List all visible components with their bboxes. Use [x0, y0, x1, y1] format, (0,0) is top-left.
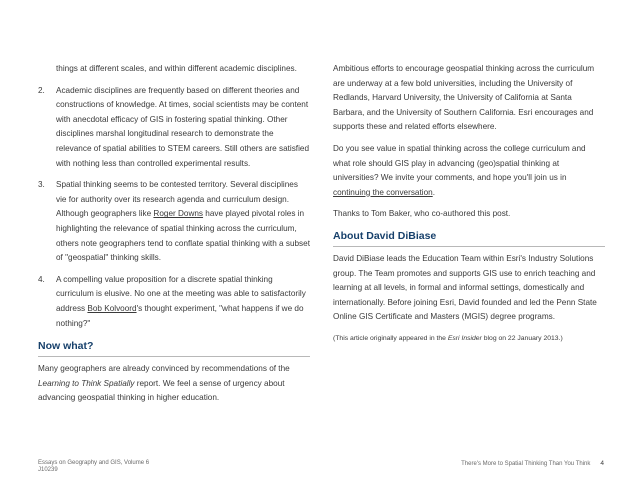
list-item-text: have played pivotal roles in highlighting the relevance of spatial thinking across the curriculum, others note geographers tend to conflate spatial thinking with a subset of "geospatial" thinking skills. [56, 209, 310, 263]
source-note [333, 332, 605, 347]
book-title: Essays on Geography and GIS, Volume 6 [38, 460, 150, 466]
author-bio: David DiBiase leads the Education Team within Esri's Industry Solutions group. The Team promotes and supports GIS use to enrich teaching and learning at all levels, in formal and informal settings, domestically and internationally. Before joining Esri, David founded and led the Penn State Online GIS Certificate and Masters (MGIS) degree programs. [333, 253, 597, 322]
section-heading-about-author: About David DiBiase [333, 229, 437, 242]
paragraph-text: . [432, 187, 435, 197]
blog-name: Esri Insider [447, 334, 482, 342]
note-text: blog on 22 January 2013.) [481, 334, 563, 342]
bob-kolvoord-link[interactable]: Bob Kolvoord [87, 303, 137, 313]
list-item [38, 178, 310, 266]
running-title: There's More to Spatial Thinking Than You Think [461, 461, 591, 467]
list-item-text: Spatial thinking seems to be contested territory. Several disciplines vie for authority over its research agenda and curriculum design. Although geographers like [56, 180, 298, 219]
doc-code: J10239 [38, 467, 58, 473]
paragraph-text: report. We feel a sense of urgency about advancing geospatial thinking in higher education. [38, 378, 285, 403]
note-text: (This article originally appeared in the [333, 334, 448, 342]
list-item-text: 's thought experiment, "what happens if we do nothing?" [56, 303, 304, 328]
list-number: 3. [38, 180, 45, 190]
roger-downs-link[interactable]: Roger Downs [153, 209, 204, 219]
continued-list-text: things at different scales, and within different academic disciplines. [56, 64, 297, 73]
heading-divider [333, 246, 605, 247]
heading-divider [38, 356, 310, 357]
page-number: 4 [600, 460, 604, 467]
paragraph: Thanks to Tom Baker, who co-authored this post. [333, 209, 511, 219]
paragraph-text: Do you see value in spatial thinking across the college curriculum and what role should GIS play in advancing (geo)spatial thinking at universities? We invite your comments, and hope you'll join us in [333, 143, 586, 183]
list-item-text: Academic disciplines are frequently based on different theories and constructions of knowledge. At times, social scientists may be content with anecdotal efficacy of GIS in fostering spatial thinking. Other disciplines marshal longitudinal research to demonstrate the relevance of spatial abilities to STEM careers. Still others are satisfied with nothing less than controlled experimental results. [56, 85, 310, 168]
right-column [333, 62, 605, 354]
now-what-paragraph [38, 362, 310, 406]
numbered-list [38, 84, 310, 332]
report-title: Learning to Think Spatially [38, 378, 135, 388]
list-number: 4. [38, 274, 45, 284]
list-item [38, 273, 310, 331]
footer-right [461, 460, 604, 468]
section-heading-now-what: Now what? [38, 340, 94, 353]
list-number: 2. [38, 85, 45, 95]
footer-left [38, 460, 149, 474]
left-column [38, 62, 310, 413]
list-item-text: A compelling value proposition for a discrete spatial thinking curriculum is elusive. No one at the meeting was able to satisfactorily address [56, 274, 306, 313]
paragraph: Ambitious efforts to encourage geospatial thinking across the curriculum are underway at a few bold universities, including the University of Redlands, Harvard University, the University of California at Santa Barbara, and the University of Southern California. Esri encourages and supports these and related efforts elsewhere. [333, 64, 595, 132]
paragraph [333, 142, 605, 200]
paragraph-text: Many geographers are already convinced by recommendations of the [38, 364, 290, 374]
list-item [38, 84, 310, 172]
continuing-conversation-link[interactable]: continuing the conversation [333, 187, 433, 197]
